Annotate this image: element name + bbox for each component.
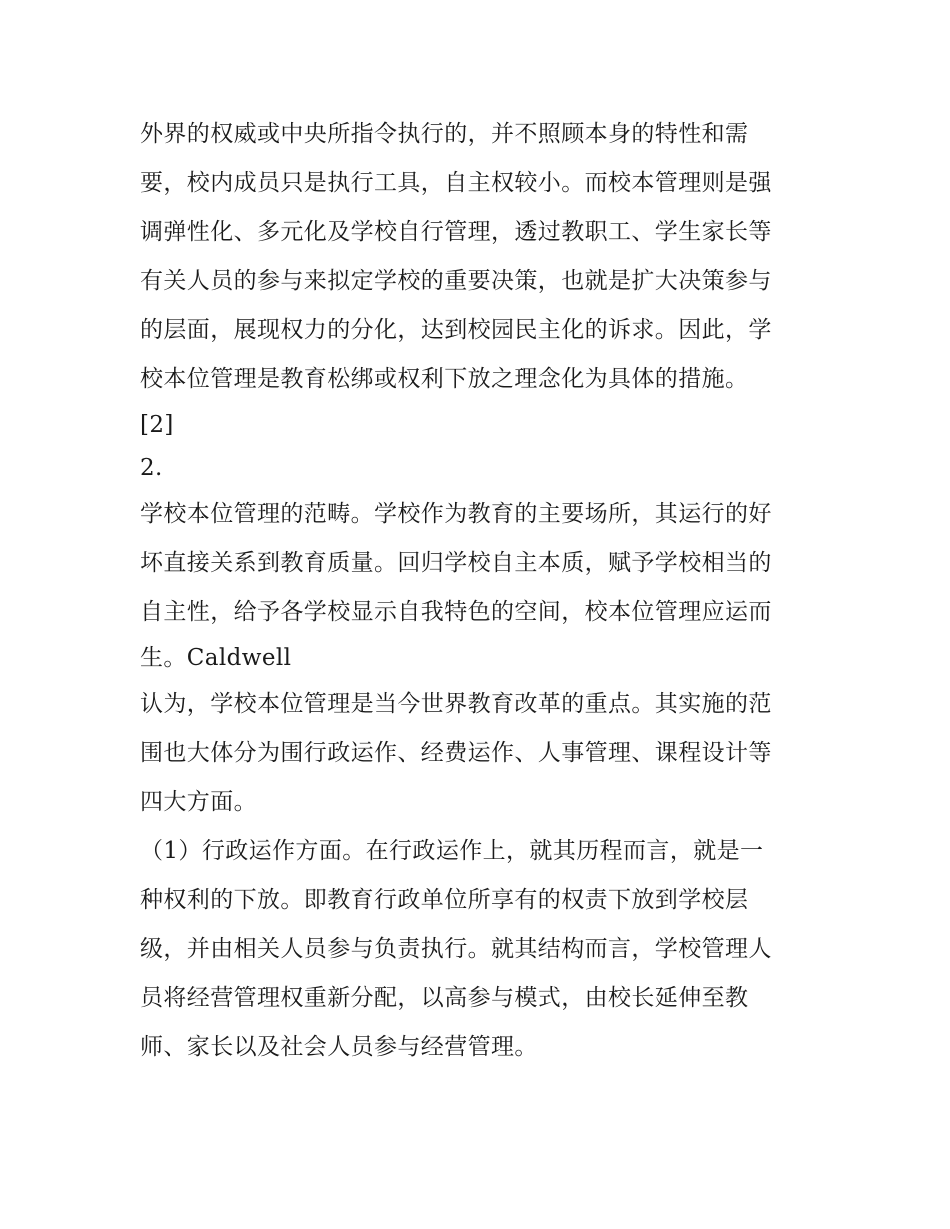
citation-marker: [2]: [140, 412, 174, 438]
text-line: 师、家长以及社会人员参与经营管理。: [140, 1034, 538, 1060]
text-line: 学校本位管理的范畴。学校作为教育的主要场所，其运行的好: [140, 501, 772, 527]
text-line: 坏直接关系到教育质量。回归学校自主本质，赋予学校相当的: [140, 550, 772, 576]
body-text: [140, 110, 820, 1072]
section-number: 2.: [140, 455, 163, 481]
text-line: 级，并由相关人员参与负责执行。就其结构而言，学校管理人: [140, 936, 772, 962]
text-line: 要，校内成员只是执行工具，自主权较小。而校本管理则是强: [140, 170, 772, 196]
text-line: 员将经营管理权重新分配，以高参与模式，由校长延伸至教: [140, 985, 749, 1011]
text-line: 有关人员的参与来拟定学校的重要决策，也就是扩大决策参与: [140, 268, 772, 294]
text-line: 围也大体分为围行政运作、经费运作、人事管理、课程设计等: [140, 740, 772, 766]
text-line: 生。Caldwell: [140, 645, 292, 671]
text-line: 认为，学校本位管理是当今世界教育改革的重点。其实施的范: [140, 691, 772, 717]
text-line: 的层面，展现权力的分化，达到校园民主化的诉求。因此，学: [140, 317, 772, 343]
text-line: 校本位管理是教育松绑或权利下放之理念化为具体的措施。: [140, 366, 749, 392]
text-line: 调弹性化、多元化及学校自行管理，透过教职工、学生家长等: [140, 219, 772, 245]
text-line: 自主性，给予各学校显示自我特色的空间，校本位管理应运而: [140, 599, 772, 625]
text-line: 种权利的下放。即教育行政单位所享有的权责下放到学校层: [140, 887, 749, 913]
text-line: 外界的权威或中央所指令执行的，并不照顾本身的特性和需: [140, 121, 749, 147]
text-line: 四大方面。: [140, 789, 257, 815]
text-line: （1）行政运作方面。在行政运作上，就其历程而言，就是一: [140, 838, 764, 864]
